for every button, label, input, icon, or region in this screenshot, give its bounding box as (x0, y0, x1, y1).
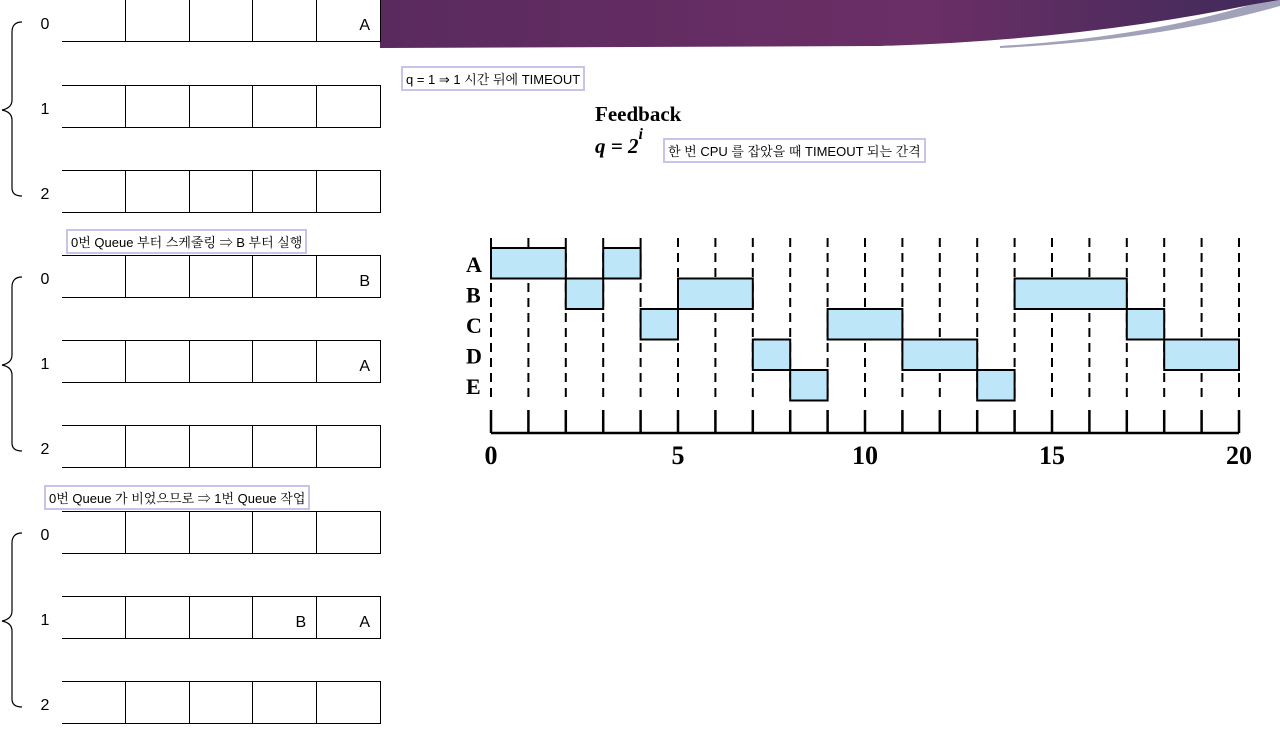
group-note: 0번 Queue 가 비었으므로 ⇒ 1번 Queue 작업 (44, 485, 310, 510)
queue-level-label: 1 (40, 612, 50, 629)
queue-cell (62, 512, 126, 554)
queue-level-label: 2 (40, 186, 50, 203)
gantt-bar-C (641, 309, 678, 340)
timeout-note: q = 1 ⇒ 1 시간 뒤에 TIMEOUT (401, 66, 585, 91)
queue-cell (253, 256, 317, 298)
queue-level-label: 1 (40, 101, 50, 118)
queue-cell (190, 256, 254, 298)
axis-tick-label: 15 (1039, 441, 1065, 470)
queue-cell (126, 0, 190, 42)
queue-row (62, 681, 381, 724)
queue-cell (253, 512, 317, 554)
queue-cell (317, 512, 381, 554)
queue-cell (62, 341, 126, 383)
gantt-bar-E (790, 370, 827, 401)
queue-cell (253, 426, 317, 468)
queue-level-label: 0 (40, 16, 50, 33)
queue-cell (253, 341, 317, 383)
axis-tick-label: 5 (671, 441, 685, 470)
queue-level-label: 2 (40, 441, 50, 458)
quantum-formula (595, 126, 643, 159)
queue-row (62, 0, 381, 42)
axis-tick-label: 20 (1226, 441, 1252, 470)
gantt-bar-C (1127, 309, 1164, 340)
queue-cell (317, 86, 381, 128)
queue-level-label: 2 (40, 697, 50, 714)
queue-cell (62, 171, 126, 213)
quantum-exponent: i (638, 126, 643, 143)
queue-cell (126, 171, 190, 213)
queue-row (62, 85, 381, 128)
queue-cell (126, 682, 190, 724)
queue-cell (253, 171, 317, 213)
gantt-bar-B (566, 279, 603, 310)
queue-cell (126, 512, 190, 554)
queue-cell (190, 171, 254, 213)
queue-cell (126, 86, 190, 128)
process-label: B (466, 282, 481, 308)
queue-group-brace (0, 20, 30, 220)
queue-row (62, 596, 381, 639)
gantt-bar-E (977, 370, 1014, 401)
process-label: E (466, 374, 481, 399)
queue-group-brace (0, 531, 30, 731)
queue-cell (126, 597, 190, 639)
gantt-bar-A (491, 248, 566, 279)
gantt-bar-D (753, 340, 790, 371)
queue-level-label: 0 (40, 527, 50, 544)
queue-cell (190, 597, 254, 639)
figure-title: Feedback (595, 102, 682, 126)
queue-row (62, 340, 381, 383)
queue-cell (253, 682, 317, 724)
gantt-bar-B (678, 279, 753, 310)
queue-row (62, 255, 381, 298)
axis-tick-label: 0 (484, 441, 498, 470)
queue-cell (126, 426, 190, 468)
banner-shape (380, 0, 1280, 48)
gantt-bar-D (902, 340, 977, 371)
queue-cell (253, 0, 317, 42)
process-label: D (466, 343, 482, 369)
gantt-bar-A (603, 248, 640, 279)
queue-cell (317, 426, 381, 468)
queue-cell: A (317, 341, 381, 383)
process-label: A (466, 252, 482, 277)
queue-cell (62, 597, 126, 639)
queue-row (62, 425, 381, 468)
queue-row (62, 511, 381, 554)
queue-cell: B (317, 256, 381, 298)
queue-cell (62, 86, 126, 128)
group-note: 0번 Queue 부터 스케줄링 ⇒ B 부터 실행 (66, 229, 307, 254)
queue-cell (62, 682, 126, 724)
queue-cell (126, 341, 190, 383)
gantt-bar-D (1164, 340, 1239, 371)
queue-cell (190, 682, 254, 724)
queue-cell (190, 0, 254, 42)
queue-cell (62, 256, 126, 298)
header-banner (380, 0, 1280, 48)
queue-cell (190, 341, 254, 383)
queue-group-brace (0, 275, 30, 475)
queue-row (62, 170, 381, 213)
gantt-bar-B (1015, 279, 1127, 310)
process-label: C (466, 313, 482, 338)
queue-cell (62, 426, 126, 468)
queue-cell (62, 0, 126, 42)
queue-cell (126, 256, 190, 298)
queue-level-label: 1 (40, 356, 50, 373)
queue-cell (253, 86, 317, 128)
queue-cell (190, 512, 254, 554)
quantum-base: q = 2 (595, 134, 639, 158)
axis-tick-label: 10 (852, 441, 878, 470)
queue-cell (317, 682, 381, 724)
queue-cell: A (317, 0, 381, 42)
queue-cell (190, 86, 254, 128)
interval-note: 한 번 CPU 를 잡았을 때 TIMEOUT 되는 간격 (663, 138, 926, 163)
queue-cell (317, 171, 381, 213)
gantt-bar-C (828, 309, 903, 340)
queue-cell (190, 426, 254, 468)
queue-level-label: 0 (40, 271, 50, 288)
queue-cell: B (253, 597, 317, 639)
queue-cell: A (317, 597, 381, 639)
